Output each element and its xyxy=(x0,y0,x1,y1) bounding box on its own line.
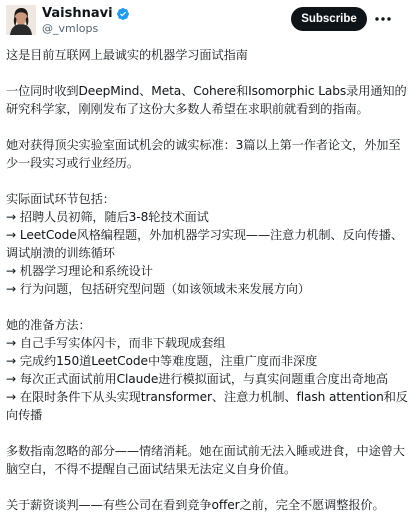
post-paragraph xyxy=(6,190,403,298)
post-text-line: 她的准备方法： xyxy=(6,318,91,332)
author-display-name[interactable]: Vaishnavi xyxy=(42,6,113,21)
post-header xyxy=(0,0,405,40)
post-text-line: → 招聘人员初筛，随后3-8轮技术面试 xyxy=(6,210,209,224)
post-text-line: → 完成约150道LeetCode中等难度题，注重广度而非深度 xyxy=(6,354,318,368)
avatar[interactable] xyxy=(6,5,36,35)
post-text-line: → 自己手写实体闪卡，而非下载现成套组 xyxy=(6,336,226,350)
verified-badge-icon xyxy=(116,7,130,21)
post-text-line: → 在限时条件下从头实现transformer、注意力机制、flash attention和反 xyxy=(6,390,408,404)
post-text-line: → 行为问题，包括研究型问题（如该领域未来发展方向） xyxy=(6,282,310,296)
post-paragraph xyxy=(6,46,400,64)
post-text-line: 关于薪资谈判——有些公司在看到竞争offer之前，完全不愿调整报价。 xyxy=(6,498,385,512)
post-paragraph xyxy=(6,82,407,118)
post-text-line: → 机器学习理论和系统设计 xyxy=(6,264,153,278)
post-text-line: 研究科学家，刚刚发布了这份大多数人希望在求职前就看到的指南。 xyxy=(6,102,369,116)
post-text-line: 调试崩溃的训练循环 xyxy=(6,246,115,260)
more-options-icon[interactable] xyxy=(372,9,394,29)
post-text-line: 实际面试环节包括： xyxy=(6,192,115,206)
post-text-line: → 每次正式面试前用Claude进行模拟面试，与真实问题重合度出奇地高 xyxy=(6,372,388,386)
post-text xyxy=(6,46,408,514)
avatar-portrait-icon xyxy=(6,5,36,35)
post-text-line: → LeetCode风格编程题，外加机器学习实现——注意力机制、反向传播、 xyxy=(6,228,403,242)
post-paragraph xyxy=(6,496,400,514)
post-text-line: 脑空白，不得不提醒自己面试结果无法定义自身价值。 xyxy=(6,462,297,476)
author-name-row xyxy=(42,6,130,22)
post-paragraph xyxy=(6,316,408,424)
post-paragraph xyxy=(6,136,400,172)
post-paragraph xyxy=(6,442,405,478)
post-text-line: 这是目前互联网上最诚实的机器学习面试指南 xyxy=(6,48,248,62)
post-text-line: 多数指南忽略的部分——情绪消耗。她在面试前无法入睡或进食，中途曾大 xyxy=(6,444,405,458)
post-text-line: 少一段实习或行业经历。 xyxy=(6,156,139,170)
post-text-line: 向传播 xyxy=(6,408,43,422)
author-handle[interactable]: @_vmlops xyxy=(42,22,99,35)
post-text-line: 一位同时收到DeepMind、Meta、Cohere和Isomorphic Labs录用通知的 xyxy=(6,84,407,98)
subscribe-button[interactable]: Subscribe xyxy=(291,7,367,31)
post-text-line: 她对获得顶尖实验室面试机会的诚实标准：3篇以上第一作者论文，外加至 xyxy=(6,138,401,152)
